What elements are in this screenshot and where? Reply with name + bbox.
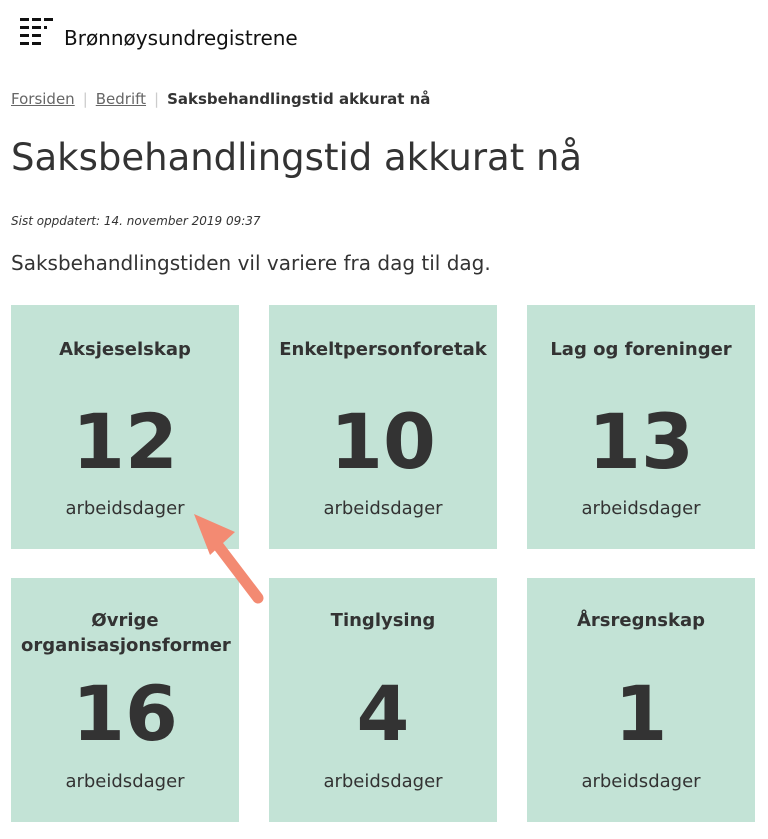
card-title: Aksjeselskap	[59, 339, 191, 360]
card-unit: arbeidsdager	[65, 771, 185, 792]
card-value: 16	[72, 669, 178, 758]
card-title: Lag og foreninger	[550, 339, 732, 360]
card-value: 13	[588, 397, 694, 486]
logo[interactable]	[20, 14, 298, 50]
card-title: Årsregnskap	[576, 610, 706, 631]
card-arsregnskap	[527, 578, 755, 822]
card-value: 4	[356, 669, 410, 758]
card-unit: arbeidsdager	[323, 771, 443, 792]
card-lag-og-foreninger	[527, 305, 755, 549]
logo-icon	[20, 18, 54, 46]
card-title: Enkeltpersonforetak	[279, 339, 487, 360]
breadcrumb	[11, 90, 430, 108]
breadcrumb-bedrift[interactable]: Bedrift	[95, 90, 147, 108]
card-value: 1	[614, 669, 668, 758]
logo-text: Brønnøysundregistrene	[64, 26, 298, 50]
card-value: 12	[72, 397, 178, 486]
breadcrumb-separator: |	[154, 90, 160, 108]
card-value: 10	[330, 397, 436, 486]
page-title: Saksbehandlingstid akkurat nå	[11, 136, 583, 179]
card-unit: arbeidsdager	[65, 498, 185, 519]
card-enkeltpersonforetak	[269, 305, 497, 549]
last-updated: Sist oppdatert: 14. november 2019 09:37	[11, 214, 261, 228]
card-unit: arbeidsdager	[581, 498, 701, 519]
card-unit: arbeidsdager	[581, 771, 701, 792]
card-tinglysing	[269, 578, 497, 822]
annotation-arrow-icon	[180, 500, 280, 620]
intro-text: Saksbehandlingstiden vil variere fra dag til dag.	[11, 251, 491, 275]
breadcrumb-current: Saksbehandlingstid akkurat nå	[167, 90, 431, 108]
breadcrumb-separator: |	[82, 90, 88, 108]
card-title: Tinglysing	[330, 610, 436, 631]
breadcrumb-forsiden[interactable]: Forsiden	[11, 90, 75, 108]
card-title: Øvrige organisasjonsformer	[21, 610, 231, 656]
card-unit: arbeidsdager	[323, 498, 443, 519]
